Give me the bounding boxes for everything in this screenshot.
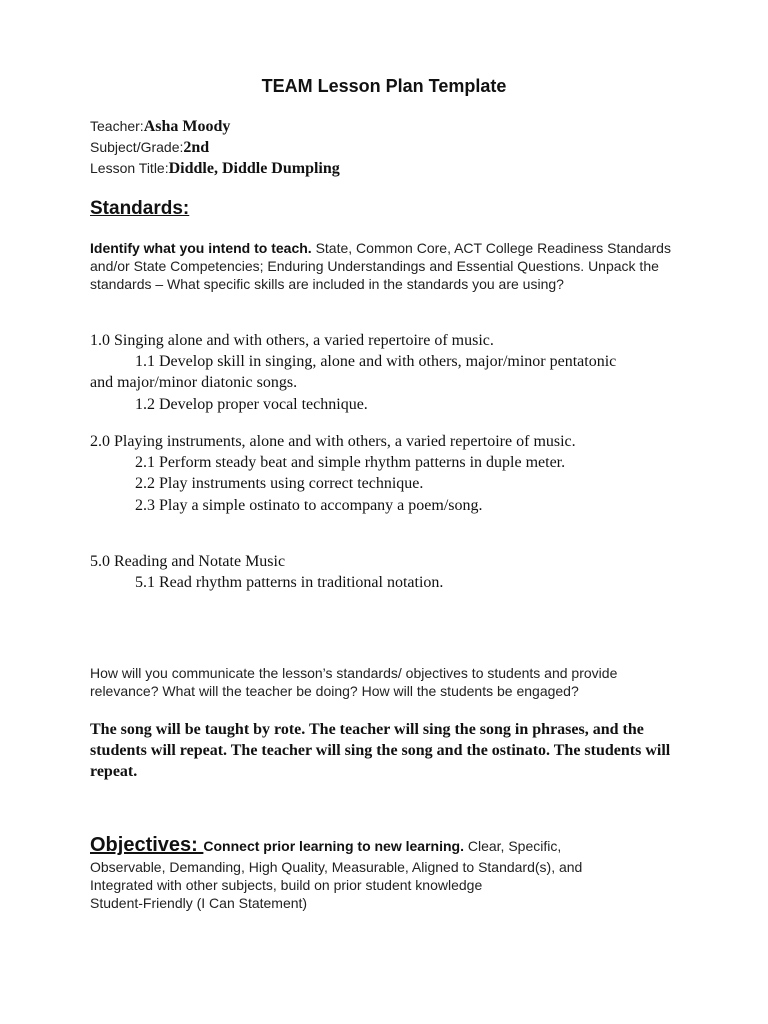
subject-value: 2nd [183,139,210,156]
standard-item: 1.1 Develop skill in singing, alone and with others, major/minor pentatonic [135,353,617,370]
standard-item: and major/minor diatonic songs. [90,374,298,391]
objectives-line-4: Student-Friendly (I Can Statement) [90,895,308,911]
standards-prompt-bold: Identify what you intend to teach. [90,240,312,256]
objectives-line1-rest: Clear, Specific, [463,838,562,854]
standard-item: 2.2 Play instruments using correct technique. [135,475,424,492]
teacher-line [90,118,230,136]
lesson-title-label: Lesson Title: [90,160,169,176]
lesson-title-line [90,160,340,178]
objectives-line-2: Observable, Demanding, High Quality, Measurable, Aligned to Standard(s), and [90,859,583,875]
standard-item: 5.1 Read rhythm patterns in traditional notation. [135,574,444,591]
subject-label: Subject/Grade: [90,139,184,155]
communicate-prompt: How will you communicate the lesson’s standards/ objectives to students and provide relevance? What will the teacher be doing? How will the students be engaged? [90,665,618,699]
subject-line [90,139,209,157]
objectives-line-1 [90,834,561,857]
standard-item: 2.1 Perform steady beat and simple rhythm patterns in duple meter. [135,454,566,471]
teacher-label: Teacher: [90,118,144,134]
standard-item: 1.0 Singing alone and with others, a varied repertoire of music. [90,332,494,349]
teacher-value: Asha Moody [143,118,231,135]
document-title: TEAM Lesson Plan Template [261,76,507,96]
objectives-heading: Objectives: [90,834,204,856]
standard-item: 2.0 Playing instruments, alone and with others, a varied repertoire of music. [90,433,576,450]
standard-item: 5.0 Reading and Notate Music [90,553,286,570]
communicate-answer: The song will be taught by rote. The teacher will sing the song in phrases, and the students will repeat. The teacher will sing the song and the ostinato. The students will repeat. [90,721,671,780]
standard-item: 1.2 Develop proper vocal technique. [135,396,368,413]
lesson-title-value: Diddle, Diddle Dumpling [168,160,340,177]
standard-item: 2.3 Play a simple ostinato to accompany a poem/song. [135,497,483,514]
objectives-lead: Connect prior learning to new learning. [203,838,464,854]
objectives-line-3: Integrated with other subjects, build on prior student knowledge [90,877,483,893]
standards-heading: Standards: [90,198,190,219]
standards-prompt-rest: State, Common Core, ACT College Readiness Standards and/or State Competencies; Enduring Understandings and Essential Questions. Unpack the standards – What specific skills are included in the standards you are using? [90,240,671,292]
standards-prompt [90,239,680,293]
